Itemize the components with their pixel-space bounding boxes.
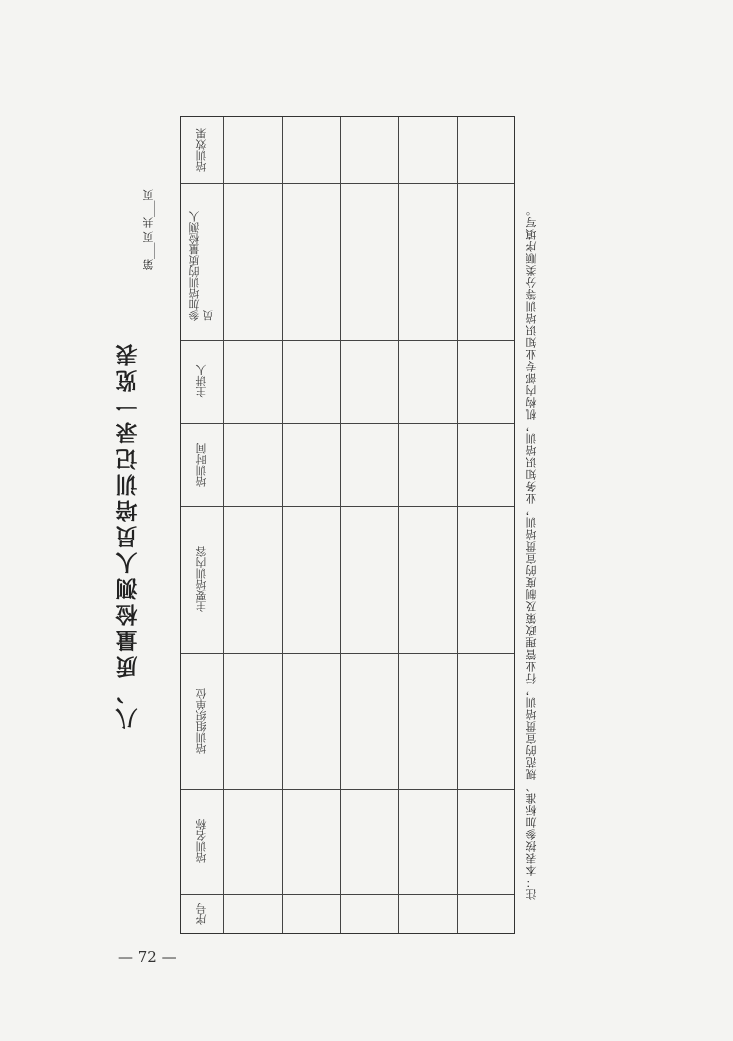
header-effect: 培训效果 <box>195 128 208 172</box>
header-time: 培训时间 <box>195 443 208 487</box>
header-participants: 参加培训的质量检测人员 <box>188 211 215 321</box>
header-content: 主要培训内容 <box>195 546 208 612</box>
page-counter: 第___页 共___页 <box>142 189 155 270</box>
training-record-table <box>180 116 515 934</box>
header-organizer: 培训组织单位 <box>195 688 208 754</box>
header-lecturer: 主讲人 <box>195 364 208 398</box>
header-training-name: 培训名称 <box>195 819 208 863</box>
table-note: 注：本表按参加标准、规范的宣贯培训，行业管理政策及制度的宣贯培训，业务知识培训，机构内部专业知识培训等分类顺序填写。 <box>525 204 538 900</box>
header-seq: 序号 <box>195 903 208 925</box>
page-title: 八、质量检测人员培训记录一览表 <box>115 340 141 730</box>
page-number: — 72 — <box>118 948 177 966</box>
